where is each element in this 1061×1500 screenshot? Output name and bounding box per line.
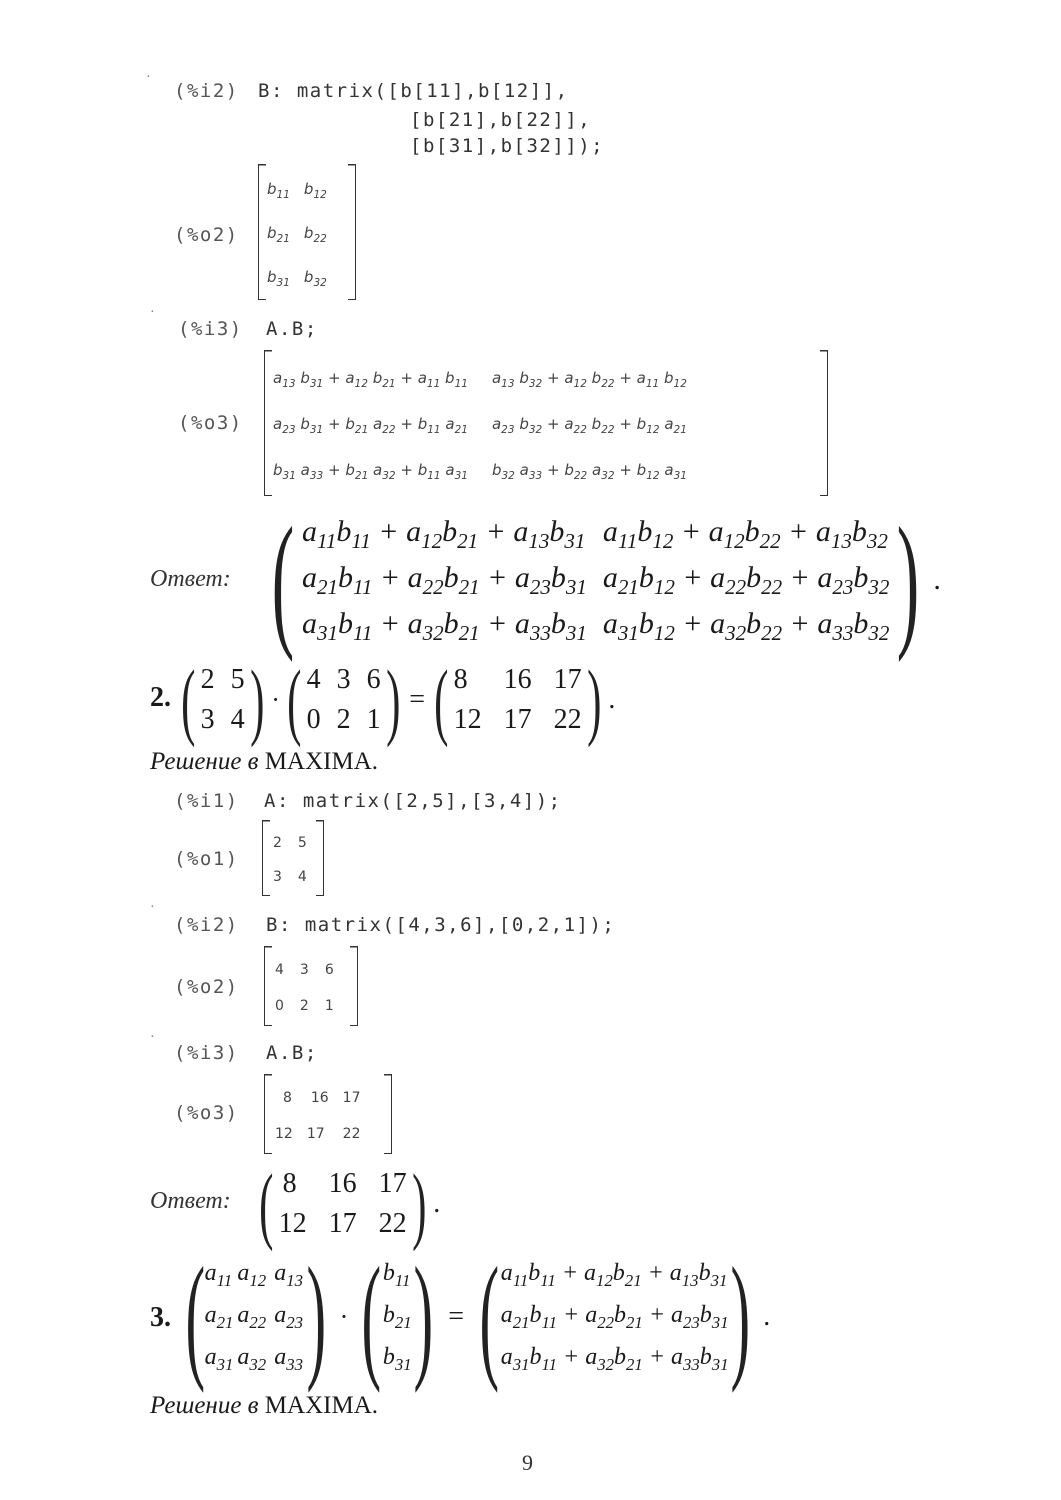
matrix-cell: $b_{31}$ bbox=[382, 1343, 412, 1374]
matrix-cell: $a_{21}b_{11} + a_{22}b_{21} + a_{23}b_{31}$ bbox=[500, 1301, 729, 1332]
answer-matrix bbox=[258, 497, 941, 663]
problem2-equation bbox=[174, 652, 616, 748]
multiply-dot: · bbox=[271, 685, 280, 714]
matrix-cell: 2 bbox=[273, 835, 282, 851]
matrix-cell: $a_{31}b_{11} + a_{32}b_{21} + a_{33}b_{31}$ bbox=[301, 606, 587, 645]
solution-system: MAXIMA. bbox=[264, 1392, 378, 1419]
matrix-cell: 22 bbox=[378, 1208, 407, 1239]
matrix-cell: 8 bbox=[453, 664, 468, 695]
matrix-cell: 12 bbox=[278, 1208, 307, 1239]
answer-matrix-2 bbox=[252, 1156, 441, 1252]
input-label-i2: (%i2) bbox=[174, 80, 239, 102]
matrix-cell: 1 bbox=[366, 704, 381, 735]
output-label-o1: (%o1) bbox=[174, 848, 239, 870]
matrix-cell: $a_{13}$ bbox=[274, 1259, 303, 1290]
left-paren: ( bbox=[259, 1156, 274, 1252]
matrix-cell: $a_{12}$ bbox=[237, 1259, 267, 1290]
input-code-i2-line1: B: matrix([b[11],b[12]], bbox=[258, 80, 569, 102]
input-label-i1: (%i1) bbox=[174, 790, 239, 812]
matrix-cell: 2 bbox=[336, 704, 351, 735]
matrix-cell: 12 bbox=[453, 704, 482, 735]
answer-label: Ответ: bbox=[150, 566, 231, 592]
matrix-cell: 5 bbox=[230, 664, 245, 695]
cell-marker: · bbox=[146, 70, 151, 85]
matrix-cell: 17 bbox=[378, 1168, 407, 1199]
output-matrix-o2 bbox=[258, 164, 356, 300]
matrix-cell: 16 bbox=[503, 664, 532, 695]
right-paren: ) bbox=[411, 1156, 427, 1252]
matrix-cell: 17 bbox=[503, 704, 532, 735]
matrix-cell: 3 bbox=[336, 664, 351, 695]
output-label-o3b: (%o3) bbox=[174, 1102, 239, 1124]
matrix-cell: $b_{11}$ bbox=[382, 1259, 411, 1290]
problem-number: 2. bbox=[150, 682, 171, 713]
left-paren: ( bbox=[287, 652, 302, 748]
matrix-cell: $b_{11}$ bbox=[267, 179, 290, 201]
matrix-cell: 4 bbox=[230, 704, 245, 735]
input-code-i1: A: matrix([2,5],[3,4]); bbox=[264, 790, 562, 812]
matrix-cell: 8 bbox=[283, 1090, 292, 1106]
matrix-cell: 3 bbox=[299, 962, 309, 978]
matrix-cell: $a_{13}$ $b_{31} + a_{12}$ $b_{21} + a_{11}$ $b_{11}$ bbox=[273, 368, 468, 390]
matrix-cell: 3 bbox=[200, 704, 215, 735]
matrix-cell: 4 bbox=[297, 869, 307, 885]
matrix-cell: $a_{31}b_{11} + a_{32}b_{21} + a_{33}b_{31}$ bbox=[500, 1343, 729, 1374]
period: . bbox=[433, 1188, 441, 1219]
solution-heading bbox=[150, 748, 378, 776]
matrix-cell: $b_{31}$ $a_{33} + b_{21}$ $a_{32} + b_{11}$ $a_{31}$ bbox=[273, 460, 468, 482]
matrix-cell: $b_{31}$ bbox=[267, 267, 290, 289]
matrix-cell: 1 bbox=[324, 998, 334, 1014]
input-label-i3b: (%i3) bbox=[174, 1042, 239, 1064]
multiply-dot: · bbox=[339, 1302, 349, 1331]
answer-label-2: Ответ: bbox=[150, 1188, 231, 1214]
right-paren: ) bbox=[586, 652, 602, 748]
matrix-cell: 16 bbox=[328, 1168, 357, 1199]
matrix-cell: $a_{31}b_{12} + a_{32}b_{22} + a_{33}b_{32}$ bbox=[602, 606, 890, 645]
matrix-cell: 8 bbox=[282, 1168, 297, 1199]
solution-heading-3 bbox=[150, 1392, 378, 1420]
matrix-cell: 17 bbox=[342, 1090, 361, 1106]
matrix-cell: $a_{21}$ bbox=[204, 1301, 234, 1332]
matrix-cell: 6 bbox=[366, 664, 381, 695]
cell-marker: · bbox=[150, 1030, 155, 1045]
matrix-cell: 5 bbox=[297, 835, 307, 851]
matrix-cell: 0 bbox=[275, 998, 284, 1014]
right-paren: ) bbox=[730, 1239, 750, 1394]
output-matrix-o3 bbox=[264, 350, 828, 496]
matrix-cell: 2 bbox=[299, 998, 309, 1014]
solution-label: Решение в bbox=[150, 748, 259, 775]
solution-system: MAXIMA. bbox=[264, 748, 378, 775]
problem-number: 3. bbox=[150, 1302, 171, 1333]
matrix-cell: $a_{21}b_{12} + a_{22}b_{22} + a_{23}b_{32}$ bbox=[602, 560, 890, 599]
output-label-o2b: (%o2) bbox=[174, 976, 239, 998]
matrix-cell: 12 bbox=[275, 1126, 293, 1142]
matrix-cell: $a_{21}b_{11} + a_{22}b_{21} + a_{23}b_{31}$ bbox=[301, 560, 587, 599]
period: . bbox=[608, 684, 616, 715]
problem3-equation bbox=[172, 1239, 771, 1394]
matrix-cell: 22 bbox=[553, 704, 582, 735]
matrix-cell: $a_{13}$ $b_{32} + a_{12}$ $b_{22} + a_{11}$ $b_{12}$ bbox=[491, 368, 687, 390]
input-code-i3b: A.B; bbox=[266, 1042, 318, 1064]
matrix-cell: $a_{23}$ $b_{32} + a_{22}$ $b_{22} + b_{12}$ $a_{21}$ bbox=[491, 414, 687, 436]
matrix-cell: 0 bbox=[306, 704, 321, 735]
matrix-cell: 22 bbox=[342, 1126, 361, 1142]
matrix-cell: $b_{32}$ bbox=[303, 267, 327, 289]
left-paren: ( bbox=[361, 1239, 382, 1394]
matrix-cell: 3 bbox=[273, 869, 282, 885]
matrix-cell: $a_{33}$ bbox=[274, 1343, 303, 1374]
matrix-cell: 17 bbox=[553, 664, 582, 695]
matrix-cell: $b_{32}$ $a_{33} + b_{22}$ $a_{32} + b_{12}$ $a_{31}$ bbox=[491, 460, 687, 482]
right-paren: ) bbox=[249, 652, 265, 748]
left-paren: ( bbox=[479, 1239, 500, 1394]
left-paren: ( bbox=[185, 1239, 206, 1394]
matrix-cell: $a_{11}b_{11} + a_{12}b_{21} + a_{13}b_{31}$ bbox=[500, 1259, 728, 1290]
matrix-cell: 4 bbox=[275, 962, 284, 978]
equals-sign: = bbox=[409, 684, 426, 715]
matrix-cell: $a_{32}$ bbox=[237, 1343, 267, 1374]
matrix-cell: $b_{21}$ bbox=[382, 1301, 412, 1332]
matrix-cell: $b_{12}$ bbox=[303, 179, 327, 201]
matrix-cell: $b_{21}$ bbox=[267, 223, 290, 245]
output-matrix-o2b bbox=[264, 946, 358, 1026]
matrix-cell: 6 bbox=[324, 962, 334, 978]
left-paren: ( bbox=[434, 652, 449, 748]
output-label-o3: (%o3) bbox=[178, 412, 243, 434]
output-matrix-o1 bbox=[262, 820, 324, 896]
input-code-i2-line2: [b[21],b[22]], bbox=[410, 109, 592, 131]
matrix-cell: $a_{22}$ bbox=[237, 1301, 267, 1332]
matrix-cell: 4 bbox=[306, 664, 321, 695]
input-label-i3: (%i3) bbox=[178, 318, 243, 340]
matrix-cell: 17 bbox=[306, 1126, 325, 1142]
input-code-i2b: B: matrix([4,3,6],[0,2,1]); bbox=[266, 914, 616, 936]
equals-sign: = bbox=[448, 1301, 465, 1332]
input-label-i2b: (%i2) bbox=[174, 914, 239, 936]
right-paren: ) bbox=[897, 497, 920, 663]
input-code-i2-line3: [b[31],b[32]]); bbox=[410, 135, 605, 157]
input-code-i3: A.B; bbox=[266, 318, 318, 340]
output-label-o2: (%o2) bbox=[174, 224, 239, 246]
cell-marker: · bbox=[150, 305, 155, 320]
left-paren: ( bbox=[271, 497, 295, 663]
matrix-cell: $a_{31}$ bbox=[204, 1343, 234, 1374]
matrix-cell: $a_{23}$ bbox=[274, 1301, 303, 1332]
matrix-cell: 17 bbox=[328, 1208, 357, 1239]
solution-label: Решение в bbox=[150, 1392, 259, 1419]
left-paren: ( bbox=[181, 652, 196, 748]
page-number: 9 bbox=[522, 1450, 533, 1475]
output-matrix-o3b bbox=[264, 1074, 392, 1154]
matrix-cell: $a_{11}b_{11} + a_{12}b_{21} + a_{13}b_{31}$ bbox=[301, 514, 586, 553]
right-paren: ) bbox=[385, 652, 401, 748]
matrix-cell: $a_{11}$ bbox=[204, 1259, 233, 1290]
matrix-cell: $b_{22}$ bbox=[303, 223, 327, 245]
period: . bbox=[933, 563, 941, 596]
matrix-cell: 16 bbox=[310, 1090, 329, 1106]
period: . bbox=[763, 1301, 771, 1332]
right-paren: ) bbox=[413, 1239, 433, 1394]
cell-marker: · bbox=[150, 900, 155, 915]
matrix-cell: $a_{23}$ $b_{31} + b_{21}$ $a_{22} + b_{11}$ $a_{21}$ bbox=[273, 414, 468, 436]
right-paren: ) bbox=[306, 1239, 327, 1394]
matrix-cell: $a_{11}b_{12} + a_{12}b_{22} + a_{13}b_{32}$ bbox=[602, 514, 888, 553]
matrix-cell: 2 bbox=[200, 664, 215, 695]
